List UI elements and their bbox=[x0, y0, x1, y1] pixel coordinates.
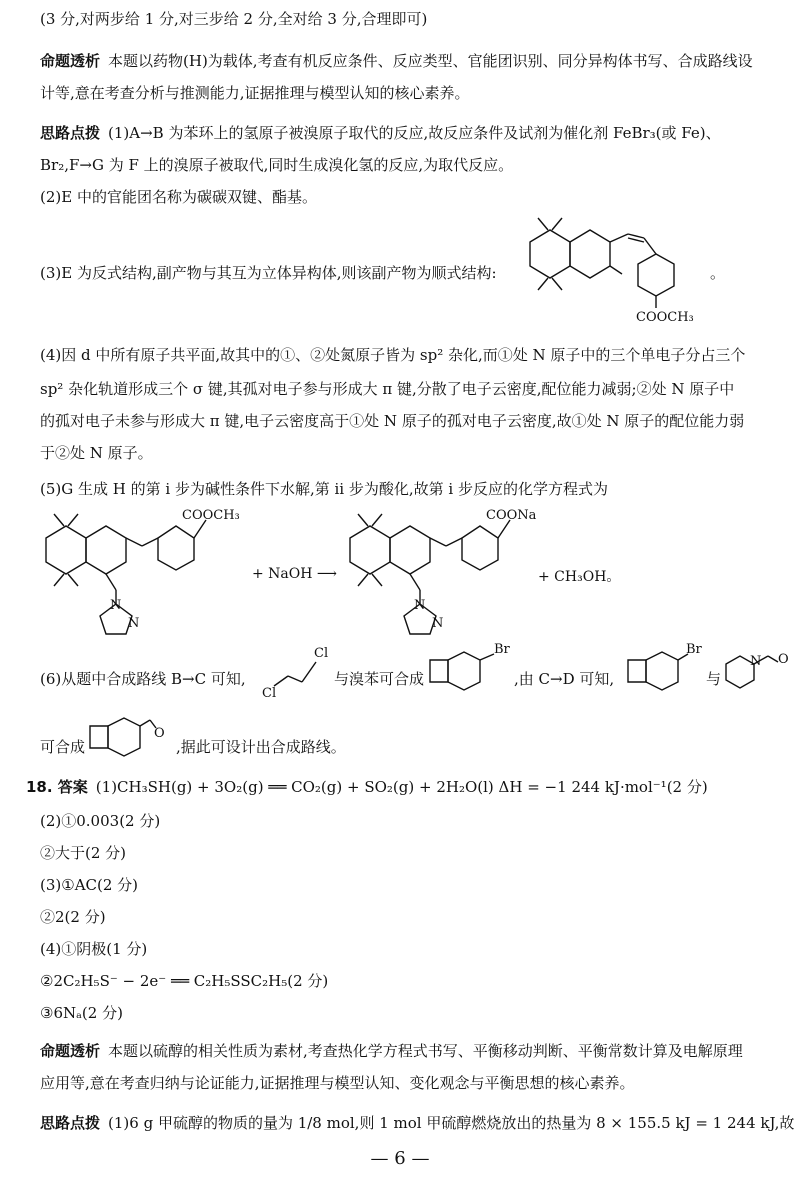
dichloropropane-diagram bbox=[258, 646, 328, 706]
text-line: Br₂,F→G 为 F 上的溴原子被取代,同时生成溴化氢的反应,为取代反应。 bbox=[40, 156, 514, 174]
text-line: 于②处 N 原子。 bbox=[40, 444, 153, 462]
text-line: ②大于(2 分) bbox=[40, 844, 127, 862]
text-span: 本题以药物(H)为载体,考查有机反应条件、反应类型、官能团识别、同分异构体书写、合成路线设 bbox=[108, 52, 753, 70]
nitrogen-label: N bbox=[432, 616, 444, 631]
text-span: (1)CH₃SH(g) + 3O₂(g) ══ CO₂(g) + SO₂(g) + 2H₂O(l) ΔH = −1 244 kJ·mol⁻¹(2 分) bbox=[95, 778, 708, 796]
oxygen-label: O bbox=[154, 726, 165, 741]
section-tag: 命题透析 bbox=[40, 52, 101, 70]
oxygen-label: O bbox=[778, 652, 789, 667]
section-tag: 命题透析 bbox=[40, 1042, 101, 1060]
text-line: (4)①阴极(1 分) bbox=[40, 940, 148, 958]
sodium-salt-label: COONa bbox=[486, 508, 537, 523]
bromo-benzocyclobutene-diagram bbox=[624, 642, 704, 698]
text-line: (5)G 生成 H 的第 ⅰ 步为碱性条件下水解,第 ⅱ 步为酸化,故第 ⅰ 步反应的化学方程式为 bbox=[40, 480, 608, 498]
text-line: sp² 杂化轨道形成三个 σ 键,其孤对电子参与形成大 π 键,分散了电子云密度,配位能力减弱;②处 N 原子中 bbox=[40, 380, 735, 398]
ester-label: COOCH₃ bbox=[636, 310, 694, 325]
text-line: 应用等,意在考查归纳与论证能力,证据推理与模型认知、变化观念与平衡思想的核心素养。 bbox=[40, 1074, 635, 1092]
text-line: (3)①AC(2 分) bbox=[40, 876, 139, 894]
text-span: (1)A→B 为苯环上的氢原子被溴原子取代的反应,故反应条件及试剂为催化剂 FeBr₃(或 Fe)、 bbox=[108, 124, 721, 142]
product-text: + CH₃OH。 bbox=[538, 569, 621, 585]
bromine-label: Br bbox=[686, 642, 702, 657]
cis-structure-diagram bbox=[520, 212, 700, 332]
piperidine-aldehyde-diagram bbox=[720, 648, 790, 698]
text-span: 本题以硫醇的相关性质为素材,考查热化学方程式书写、平衡移动判断、平衡常数计算及电解原理 bbox=[108, 1042, 743, 1060]
text-span: 。 bbox=[710, 264, 726, 282]
product-molecule-diagram bbox=[340, 508, 540, 658]
nitrogen-label: N bbox=[414, 598, 426, 613]
section-tag: 思路点拨 bbox=[40, 1114, 101, 1132]
text-line: ③6Nₐ(2 分) bbox=[40, 1004, 123, 1022]
text-line: (3)E 为反式结构,副产物与其互为立体异构体,则该副产物为顺式结构: bbox=[40, 264, 497, 282]
text-line: (4)因 d 中所有原子共平面,故其中的①、②处氮原子皆为 sp² 杂化,而①处 N 原子中的三个单电子分占三个 bbox=[40, 346, 746, 364]
page-number: — 6 — bbox=[370, 1148, 430, 1169]
text-line: (3 分,对两步给 1 分,对三步给 2 分,全对给 3 分,合理即可) bbox=[40, 10, 428, 28]
text-line: (2)①0.003(2 分) bbox=[40, 812, 161, 830]
nitrogen-label: N bbox=[110, 598, 122, 613]
chlorine-label: Cl bbox=[262, 686, 277, 701]
reagent-text: + NaOH ⟶ bbox=[252, 566, 337, 582]
nitrogen-label: N bbox=[128, 616, 140, 631]
text-line bbox=[40, 1112, 795, 1134]
text-line: 的孤对电子未参与形成大 π 键,电子云密度高于①处 N 原子的孤对电子云密度,故①处 N 原子的配位能力弱 bbox=[40, 412, 745, 430]
text-line bbox=[26, 776, 766, 798]
text-line: 可合成 bbox=[40, 738, 86, 756]
text-line: 计等,意在考查分析与推测能力,证据推理与模型认知的核心素养。 bbox=[40, 84, 470, 102]
reactant-molecule-diagram bbox=[36, 508, 240, 658]
text-line: ②2(2 分) bbox=[40, 908, 106, 926]
text-span: ,由 C→D 可知, bbox=[514, 670, 615, 688]
text-line: ②2C₂H₅S⁻ − 2e⁻ ══ C₂H₅SSC₂H₅(2 分) bbox=[40, 972, 329, 990]
chlorine-label: Cl bbox=[314, 646, 329, 661]
text-line bbox=[40, 50, 780, 72]
text-span: 与溴苯可合成 bbox=[334, 670, 425, 688]
text-span: ,据此可设计出合成路线。 bbox=[176, 738, 346, 756]
text-line: (2)E 中的官能团名称为碳碳双键、酯基。 bbox=[40, 188, 317, 206]
text-line bbox=[40, 122, 780, 144]
answer-tag: 18. 答案 bbox=[26, 778, 88, 796]
bromine-label: Br bbox=[494, 642, 510, 657]
aldehyde-benzocyclobutene-diagram bbox=[86, 712, 166, 762]
bromo-benzocyclobutene-diagram bbox=[426, 642, 516, 698]
text-line bbox=[40, 1040, 780, 1062]
ester-label: COOCH₃ bbox=[182, 508, 240, 523]
section-tag: 思路点拨 bbox=[40, 124, 101, 142]
text-span: 与 bbox=[706, 670, 722, 688]
nitrogen-label: N bbox=[750, 654, 762, 669]
text-span: (1)6 g 甲硫醇的物质的量为 1/8 mol,则 1 mol 甲硫醇燃烧放出的热量为 8 × 155.5 kJ = 1 244 kJ,故 bbox=[108, 1114, 795, 1132]
text-line: (6)从题中合成路线 B→C 可知, bbox=[40, 670, 246, 688]
